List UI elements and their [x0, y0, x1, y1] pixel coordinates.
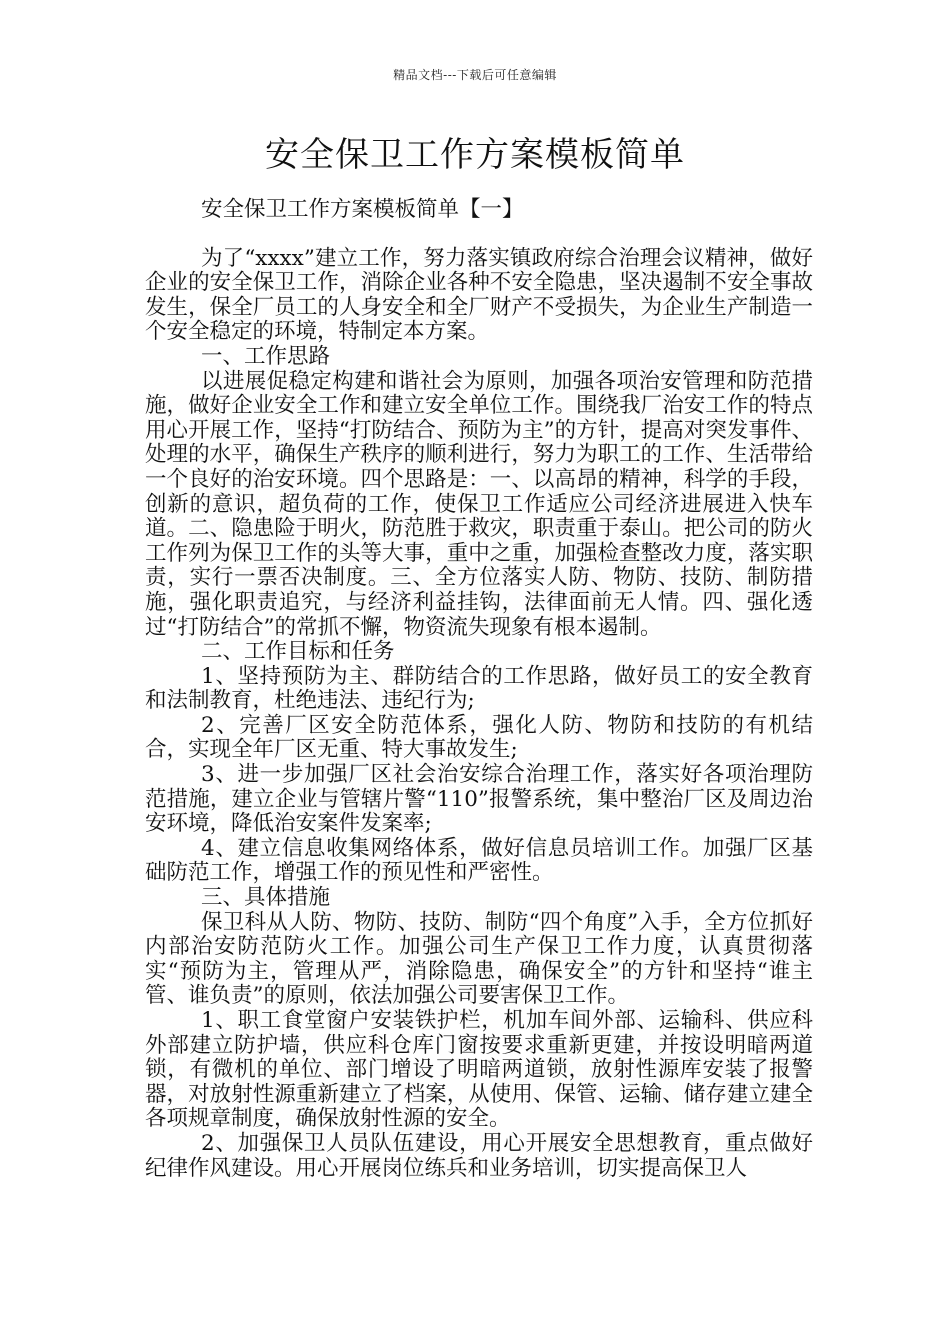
- list-item: 2、完善厂区安全防范体系，强化人防、物防和技防的有机结合，实现全年厂区无重、特大事故发生;: [145, 712, 813, 763]
- page-title: 安全保卫工作方案模板简单: [265, 135, 685, 175]
- intro-paragraph: 为了“xxxx”建立工作，努力落实镇政府综合治理会议精神，做好企业的安全保卫工作，消除企业各种不安全隐患，坚决遏制不安全事故发生，保全厂员工的人身安全和全厂财产不受损失，为企业生产制造一个安全稳定的环境，特制定本方案。: [145, 245, 813, 345]
- section-heading-2: 二、工作目标和任务: [201, 639, 395, 665]
- document-body: [145, 198, 813, 1181]
- header-note: 精品文档---下载后可任意编辑: [393, 68, 557, 82]
- section-heading-3: 三、具体措施: [201, 885, 331, 911]
- list-item: 2、加强保卫人员队伍建设，用心开展安全思想教育，重点做好纪律作风建设。用心开展岗位练兵和业务培训，切实提高保卫人: [145, 1130, 813, 1181]
- list-item: 1、坚持预防为主、群防结合的工作思路，做好员工的安全教育和法制教育，杜绝违法、违纪行为;: [145, 663, 813, 714]
- list-item: 1、职工食堂窗户安装铁护栏，机加车间外部、运输科、供应科外部建立防护墙，供应科仓库门窗按要求重新更建，并按设明暗两道锁，有微机的单位、部门增设了明暗两道锁，放射性源库安装了报警器，对放射性源重新建立了档案，从使用、保管、运输、储存建立建全各项规章制度，确保放射性源的安全。: [145, 1008, 813, 1132]
- section-heading-1: 一、工作思路: [201, 343, 331, 369]
- section-subtitle: 安全保卫工作方案模板简单【一】: [201, 197, 524, 222]
- list-item: 3、进一步加强厂区社会治安综合治理工作，落实好各项治理防范措施，建立企业与管辖片警“110”报警系统，集中整治厂区及周边治安环境，降低治安案件发案率;: [145, 762, 813, 837]
- paragraph: 以进展促稳定构建和谐社会为原则，加强各项治安管理和防范措施，做好企业安全工作和建立安全单位工作。围绕我厂治安工作的特点用心开展工作，坚持“打防结合、预防为主”的方针，提高对突发事件、处理的水平，确保生产秩序的顺利进行，努力为职工的工作、生活带给一个良好的治安环境。四个思路是：一、以高昂的精神，科学的手段，创新的意识，超负荷的工作，使保卫工作适应公司经济进展进入快车道。二、隐患险于明火，防范胜于救灾，职责重于泰山。把公司的防火工作列为保卫工作的头等大事，重中之重，加强检查整改力度，落实职责，实行一票否决制度。三、全方位落实人防、物防、技防、制防措施，强化职责追究，与经济利益挂钩，法律面前无人情。四、强化透过“打防结合”的常抓不懈，物资流失现象有根本遏制。: [145, 368, 813, 640]
- list-item: 4、建立信息收集网络体系，做好信息员培训工作。加强厂区基础防范工作，增强工作的预见性和严密性。: [145, 835, 813, 886]
- paragraph: 保卫科从人防、物防、技防、制防“四个角度”入手，全方位抓好内部治安防范防火工作。加强公司生产保卫工作力度，认真贯彻落实“预防为主，管理从严，消除隐患，确保安全”的方针和坚持“谁主管、谁负责”的原则，依法加强公司要害保卫工作。: [145, 909, 813, 1009]
